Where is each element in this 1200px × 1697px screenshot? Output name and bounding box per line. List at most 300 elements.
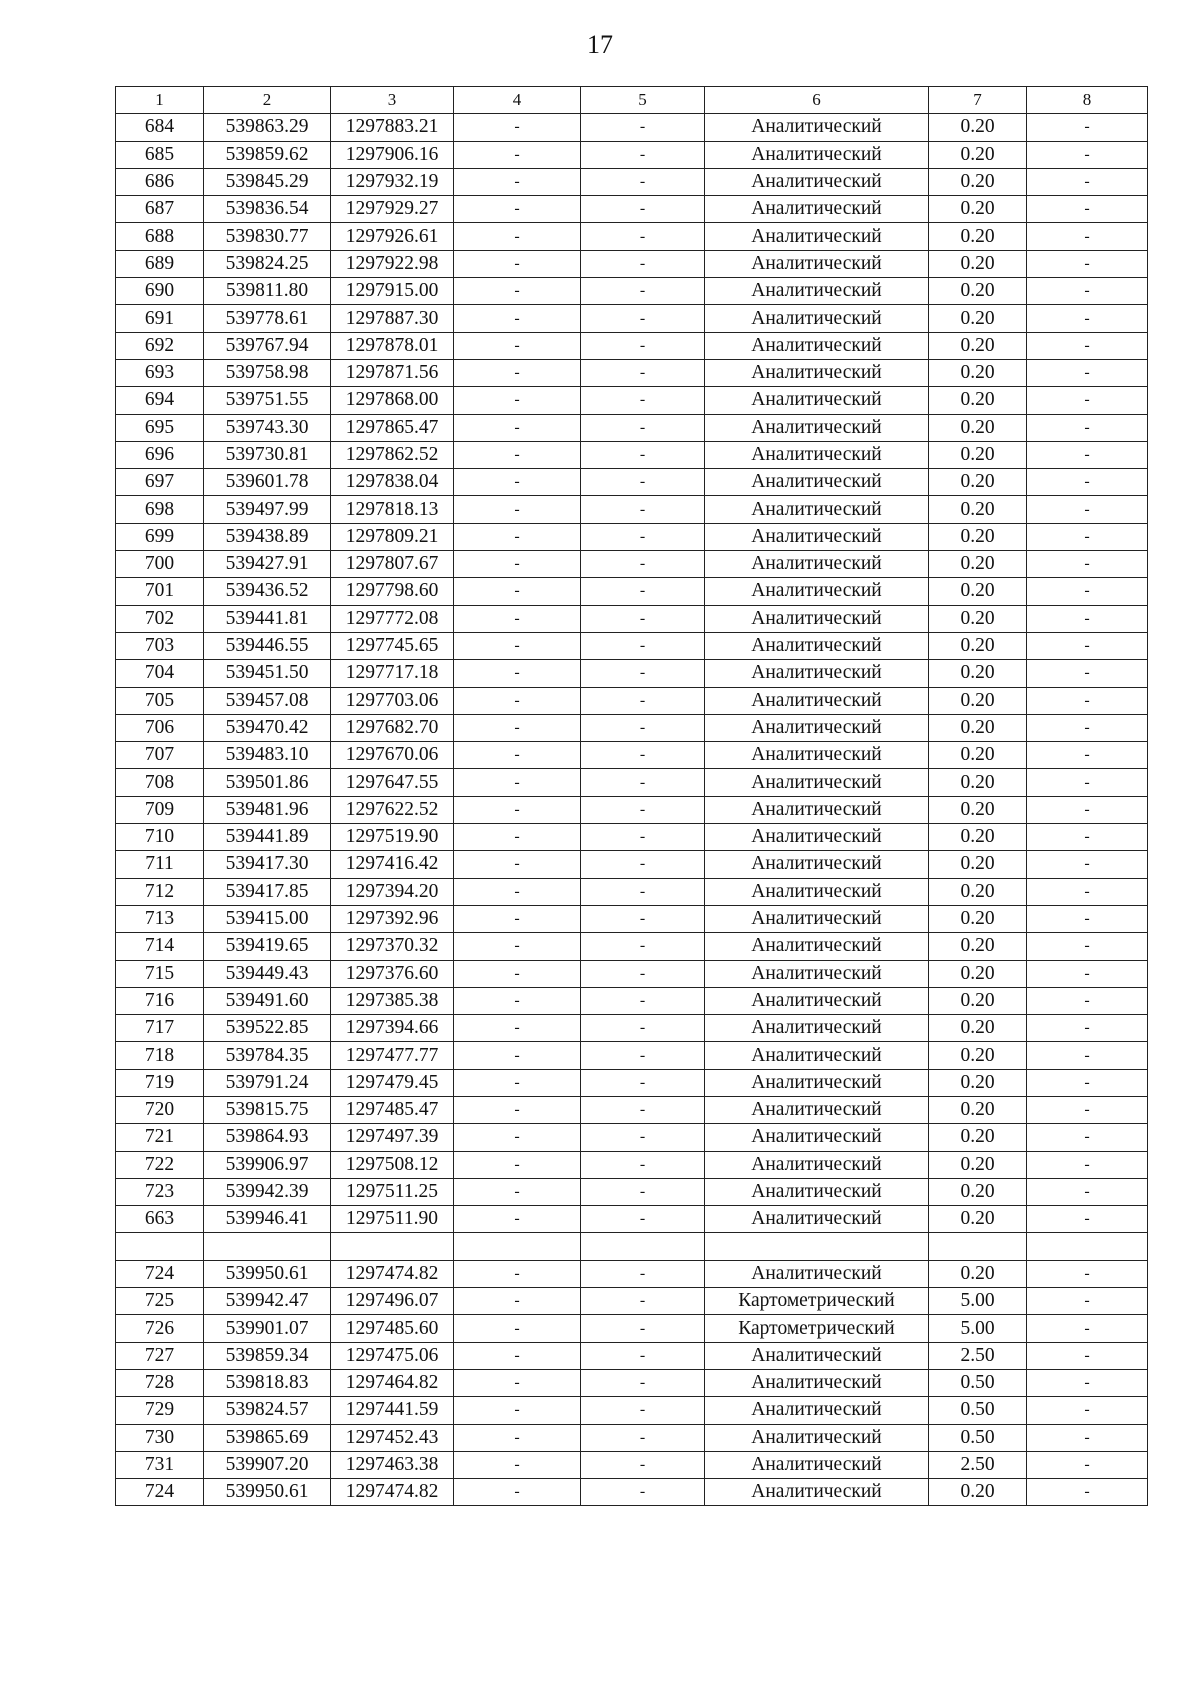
- header-cell-4: 4: [454, 87, 581, 114]
- cell-accuracy: 0.50: [929, 1369, 1027, 1396]
- cell-col-5: -: [581, 1069, 705, 1096]
- cell-col-4: -: [454, 496, 581, 523]
- table-row-empty: [116, 1233, 1148, 1260]
- cell-x-coordinate: 539901.07: [204, 1315, 331, 1342]
- cell-col-5: -: [581, 141, 705, 168]
- cell-col-8: -: [1027, 714, 1148, 741]
- cell-method: Аналитический: [705, 714, 929, 741]
- table-header-row: [116, 87, 1148, 114]
- cell-y-coordinate: 1297464.82: [331, 1369, 454, 1396]
- cell-method: Аналитический: [705, 987, 929, 1014]
- cell-col-8: -: [1027, 660, 1148, 687]
- cell-method: Аналитический: [705, 605, 929, 632]
- table-row: [116, 714, 1148, 741]
- cell-col-4: -: [454, 1451, 581, 1478]
- cell-col-5: -: [581, 714, 705, 741]
- cell-x-coordinate: 539811.80: [204, 278, 331, 305]
- cell-col-4: -: [454, 332, 581, 359]
- cell-method: Аналитический: [705, 1069, 929, 1096]
- cell-col-4: -: [454, 960, 581, 987]
- table-row: [116, 469, 1148, 496]
- table-row: [116, 660, 1148, 687]
- table-row: [116, 1096, 1148, 1123]
- cell-col-8: -: [1027, 141, 1148, 168]
- table-row: [116, 168, 1148, 195]
- cell-col-5: -: [581, 1451, 705, 1478]
- cell-point-number: 694: [116, 387, 204, 414]
- cell-method: Аналитический: [705, 1124, 929, 1151]
- cell-col-8: -: [1027, 1260, 1148, 1287]
- cell-col-5: -: [581, 769, 705, 796]
- cell-method: Аналитический: [705, 824, 929, 851]
- cell-col-5: -: [581, 168, 705, 195]
- cell-y-coordinate: 1297772.08: [331, 605, 454, 632]
- cell-method: Аналитический: [705, 1369, 929, 1396]
- cell-x-coordinate: 539830.77: [204, 223, 331, 250]
- cell-point-number: 708: [116, 769, 204, 796]
- cell-y-coordinate: 1297385.38: [331, 987, 454, 1014]
- cell-col-8: -: [1027, 1397, 1148, 1424]
- cell-method: Аналитический: [705, 196, 929, 223]
- cell-method: Картометрический: [705, 1315, 929, 1342]
- cell-method: Аналитический: [705, 141, 929, 168]
- cell-method: Аналитический: [705, 1015, 929, 1042]
- cell-col-4: -: [454, 905, 581, 932]
- cell-col-8: -: [1027, 987, 1148, 1014]
- cell-col-4: -: [454, 578, 581, 605]
- cell-method: Аналитический: [705, 523, 929, 550]
- cell-point-number: 717: [116, 1015, 204, 1042]
- cell-col-4: -: [454, 742, 581, 769]
- cell-col-4: -: [454, 114, 581, 141]
- cell-accuracy: 0.20: [929, 1151, 1027, 1178]
- table-row: [116, 1260, 1148, 1287]
- table-row: [116, 1397, 1148, 1424]
- cell-y-coordinate: 1297394.20: [331, 878, 454, 905]
- cell-point-number: 702: [116, 605, 204, 632]
- cell-point-number: 691: [116, 305, 204, 332]
- cell-x-coordinate: [204, 1233, 331, 1260]
- cell-method: Аналитический: [705, 1451, 929, 1478]
- cell-x-coordinate: 539470.42: [204, 714, 331, 741]
- cell-point-number: 715: [116, 960, 204, 987]
- cell-accuracy: 0.20: [929, 496, 1027, 523]
- cell-col-5: -: [581, 632, 705, 659]
- cell-accuracy: 0.20: [929, 960, 1027, 987]
- cell-col-4: -: [454, 223, 581, 250]
- cell-col-8: -: [1027, 551, 1148, 578]
- cell-col-8: -: [1027, 168, 1148, 195]
- cell-method: Аналитический: [705, 414, 929, 441]
- cell-col-8: -: [1027, 1342, 1148, 1369]
- cell-col-5: -: [581, 1206, 705, 1233]
- cell-col-5: -: [581, 878, 705, 905]
- cell-col-5: -: [581, 196, 705, 223]
- table-row: [116, 851, 1148, 878]
- cell-col-4: -: [454, 1206, 581, 1233]
- cell-x-coordinate: 539427.91: [204, 551, 331, 578]
- cell-method: Аналитический: [705, 332, 929, 359]
- cell-method: Аналитический: [705, 387, 929, 414]
- cell-x-coordinate: 539950.61: [204, 1479, 331, 1506]
- cell-col-5: -: [581, 1042, 705, 1069]
- cell-method: Аналитический: [705, 851, 929, 878]
- table-row: [116, 1015, 1148, 1042]
- cell-point-number: 716: [116, 987, 204, 1014]
- cell-col-5: [581, 1233, 705, 1260]
- cell-point-number: [116, 1233, 204, 1260]
- cell-accuracy: 0.20: [929, 632, 1027, 659]
- cell-point-number: 700: [116, 551, 204, 578]
- cell-x-coordinate: 539491.60: [204, 987, 331, 1014]
- cell-accuracy: 0.20: [929, 332, 1027, 359]
- cell-accuracy: 0.20: [929, 168, 1027, 195]
- cell-accuracy: 0.50: [929, 1424, 1027, 1451]
- cell-method: Аналитический: [705, 359, 929, 386]
- table-row: [116, 632, 1148, 659]
- cell-col-5: -: [581, 1124, 705, 1151]
- cell-y-coordinate: 1297463.38: [331, 1451, 454, 1478]
- cell-point-number: 685: [116, 141, 204, 168]
- cell-point-number: 695: [116, 414, 204, 441]
- cell-col-5: -: [581, 796, 705, 823]
- cell-col-4: -: [454, 1369, 581, 1396]
- cell-col-4: -: [454, 141, 581, 168]
- cell-y-coordinate: 1297862.52: [331, 441, 454, 468]
- cell-x-coordinate: 539417.85: [204, 878, 331, 905]
- table-row: [116, 223, 1148, 250]
- table-row: [116, 1315, 1148, 1342]
- cell-method: Аналитический: [705, 305, 929, 332]
- table-row: [116, 1178, 1148, 1205]
- cell-point-number: 697: [116, 469, 204, 496]
- coordinates-table: [115, 86, 1148, 1506]
- cell-y-coordinate: 1297906.16: [331, 141, 454, 168]
- cell-col-4: -: [454, 1479, 581, 1506]
- header-cell-5: 5: [581, 87, 705, 114]
- header-cell-6: 6: [705, 87, 929, 114]
- cell-col-8: -: [1027, 905, 1148, 932]
- cell-accuracy: 0.20: [929, 469, 1027, 496]
- table-row: [116, 332, 1148, 359]
- cell-y-coordinate: 1297392.96: [331, 905, 454, 932]
- header-cell-2: 2: [204, 87, 331, 114]
- cell-col-8: -: [1027, 960, 1148, 987]
- cell-accuracy: 0.20: [929, 1178, 1027, 1205]
- cell-x-coordinate: 539864.93: [204, 1124, 331, 1151]
- cell-method: Аналитический: [705, 1260, 929, 1287]
- cell-point-number: 690: [116, 278, 204, 305]
- cell-y-coordinate: 1297883.21: [331, 114, 454, 141]
- cell-y-coordinate: 1297717.18: [331, 660, 454, 687]
- cell-col-4: -: [454, 605, 581, 632]
- table-row: [116, 687, 1148, 714]
- cell-col-5: -: [581, 1479, 705, 1506]
- cell-method: Аналитический: [705, 905, 929, 932]
- cell-y-coordinate: 1297926.61: [331, 223, 454, 250]
- cell-point-number: 720: [116, 1096, 204, 1123]
- cell-accuracy: 0.20: [929, 1479, 1027, 1506]
- cell-col-8: -: [1027, 414, 1148, 441]
- table-row: [116, 305, 1148, 332]
- cell-x-coordinate: 539942.39: [204, 1178, 331, 1205]
- cell-y-coordinate: 1297441.59: [331, 1397, 454, 1424]
- cell-col-4: -: [454, 1288, 581, 1315]
- cell-col-8: -: [1027, 769, 1148, 796]
- table-row: [116, 578, 1148, 605]
- cell-x-coordinate: 539818.83: [204, 1369, 331, 1396]
- cell-col-8: -: [1027, 1206, 1148, 1233]
- cell-point-number: 696: [116, 441, 204, 468]
- cell-accuracy: 0.20: [929, 987, 1027, 1014]
- cell-col-8: -: [1027, 933, 1148, 960]
- cell-y-coordinate: 1297915.00: [331, 278, 454, 305]
- cell-col-5: -: [581, 305, 705, 332]
- cell-col-4: -: [454, 1397, 581, 1424]
- cell-col-8: -: [1027, 1178, 1148, 1205]
- cell-col-8: -: [1027, 1369, 1148, 1396]
- cell-accuracy: 0.20: [929, 1015, 1027, 1042]
- cell-accuracy: 0.20: [929, 714, 1027, 741]
- cell-col-8: -: [1027, 223, 1148, 250]
- cell-accuracy: 0.20: [929, 551, 1027, 578]
- cell-x-coordinate: 539451.50: [204, 660, 331, 687]
- cell-y-coordinate: 1297370.32: [331, 933, 454, 960]
- table-row: [116, 933, 1148, 960]
- cell-col-5: -: [581, 278, 705, 305]
- cell-y-coordinate: 1297452.43: [331, 1424, 454, 1451]
- cell-point-number: 707: [116, 742, 204, 769]
- cell-method: Аналитический: [705, 878, 929, 905]
- cell-col-5: -: [581, 1178, 705, 1205]
- cell-col-5: -: [581, 1342, 705, 1369]
- cell-x-coordinate: 539483.10: [204, 742, 331, 769]
- cell-col-8: -: [1027, 1479, 1148, 1506]
- cell-accuracy: 0.20: [929, 359, 1027, 386]
- cell-accuracy: 0.20: [929, 387, 1027, 414]
- cell-accuracy: 0.20: [929, 878, 1027, 905]
- cell-method: Аналитический: [705, 250, 929, 277]
- cell-x-coordinate: 539907.20: [204, 1451, 331, 1478]
- cell-col-4: -: [454, 687, 581, 714]
- cell-method: Аналитический: [705, 1206, 929, 1233]
- cell-method: Аналитический: [705, 578, 929, 605]
- cell-y-coordinate: 1297670.06: [331, 742, 454, 769]
- cell-point-number: 704: [116, 660, 204, 687]
- cell-col-8: -: [1027, 278, 1148, 305]
- table-row: [116, 1206, 1148, 1233]
- cell-y-coordinate: 1297511.25: [331, 1178, 454, 1205]
- table-row: [116, 523, 1148, 550]
- cell-col-5: -: [581, 1424, 705, 1451]
- cell-x-coordinate: 539497.99: [204, 496, 331, 523]
- cell-method: Аналитический: [705, 1178, 929, 1205]
- cell-y-coordinate: 1297508.12: [331, 1151, 454, 1178]
- cell-col-8: -: [1027, 1096, 1148, 1123]
- cell-x-coordinate: 539601.78: [204, 469, 331, 496]
- cell-method: Аналитический: [705, 1479, 929, 1506]
- cell-method: Аналитический: [705, 496, 929, 523]
- cell-col-5: -: [581, 1260, 705, 1287]
- table-row: [116, 387, 1148, 414]
- cell-y-coordinate: 1297474.82: [331, 1260, 454, 1287]
- cell-col-4: -: [454, 714, 581, 741]
- cell-method: Аналитический: [705, 660, 929, 687]
- cell-point-number: 710: [116, 824, 204, 851]
- cell-accuracy: 0.20: [929, 1206, 1027, 1233]
- cell-x-coordinate: 539946.41: [204, 1206, 331, 1233]
- cell-col-5: -: [581, 605, 705, 632]
- cell-col-5: -: [581, 332, 705, 359]
- cell-col-5: -: [581, 223, 705, 250]
- table-row: [116, 414, 1148, 441]
- cell-accuracy: 0.20: [929, 742, 1027, 769]
- cell-col-8: -: [1027, 387, 1148, 414]
- cell-col-4: -: [454, 1424, 581, 1451]
- cell-method: Аналитический: [705, 1096, 929, 1123]
- cell-col-5: -: [581, 359, 705, 386]
- cell-x-coordinate: 539824.57: [204, 1397, 331, 1424]
- cell-col-4: -: [454, 660, 581, 687]
- cell-col-4: -: [454, 796, 581, 823]
- cell-col-4: -: [454, 1096, 581, 1123]
- cell-method: Аналитический: [705, 469, 929, 496]
- cell-col-5: -: [581, 1397, 705, 1424]
- cell-method: Аналитический: [705, 632, 929, 659]
- cell-method: Аналитический: [705, 796, 929, 823]
- table-row: [116, 1342, 1148, 1369]
- cell-point-number: 727: [116, 1342, 204, 1369]
- cell-col-4: -: [454, 359, 581, 386]
- table-row: [116, 250, 1148, 277]
- cell-x-coordinate: 539824.25: [204, 250, 331, 277]
- cell-col-4: -: [454, 250, 581, 277]
- cell-method: Аналитический: [705, 687, 929, 714]
- coordinates-table-body: [116, 87, 1148, 1506]
- table-row: [116, 960, 1148, 987]
- cell-point-number: 711: [116, 851, 204, 878]
- table-row: [116, 196, 1148, 223]
- cell-y-coordinate: 1297809.21: [331, 523, 454, 550]
- table-row: [116, 878, 1148, 905]
- table-row: [116, 1124, 1148, 1151]
- cell-col-5: -: [581, 1015, 705, 1042]
- cell-method: Аналитический: [705, 1042, 929, 1069]
- cell-col-8: -: [1027, 1151, 1148, 1178]
- cell-col-8: -: [1027, 605, 1148, 632]
- cell-accuracy: 0.20: [929, 223, 1027, 250]
- cell-x-coordinate: 539743.30: [204, 414, 331, 441]
- cell-x-coordinate: 539863.29: [204, 114, 331, 141]
- cell-point-number: 693: [116, 359, 204, 386]
- cell-x-coordinate: 539845.29: [204, 168, 331, 195]
- cell-point-number: 723: [116, 1178, 204, 1205]
- cell-col-5: -: [581, 824, 705, 851]
- cell-col-8: -: [1027, 496, 1148, 523]
- cell-y-coordinate: 1297745.65: [331, 632, 454, 659]
- cell-point-number: 701: [116, 578, 204, 605]
- cell-y-coordinate: 1297887.30: [331, 305, 454, 332]
- cell-col-8: -: [1027, 1069, 1148, 1096]
- table-row: [116, 605, 1148, 632]
- cell-col-5: -: [581, 660, 705, 687]
- cell-x-coordinate: 539457.08: [204, 687, 331, 714]
- cell-y-coordinate: 1297519.90: [331, 824, 454, 851]
- cell-col-4: -: [454, 878, 581, 905]
- coordinates-table-wrapper: [115, 86, 1139, 1506]
- cell-col-8: -: [1027, 469, 1148, 496]
- cell-y-coordinate: 1297647.55: [331, 769, 454, 796]
- table-row: [116, 359, 1148, 386]
- table-row: [116, 1424, 1148, 1451]
- cell-col-5: -: [581, 496, 705, 523]
- cell-x-coordinate: 539767.94: [204, 332, 331, 359]
- cell-y-coordinate: 1297807.67: [331, 551, 454, 578]
- cell-method: Аналитический: [705, 933, 929, 960]
- cell-y-coordinate: 1297485.47: [331, 1096, 454, 1123]
- cell-col-5: -: [581, 987, 705, 1014]
- table-row: [116, 1288, 1148, 1315]
- cell-point-number: 689: [116, 250, 204, 277]
- cell-point-number: 699: [116, 523, 204, 550]
- cell-point-number: 703: [116, 632, 204, 659]
- cell-y-coordinate: 1297932.19: [331, 168, 454, 195]
- cell-col-8: -: [1027, 305, 1148, 332]
- cell-y-coordinate: 1297479.45: [331, 1069, 454, 1096]
- cell-point-number: 713: [116, 905, 204, 932]
- cell-col-4: -: [454, 1124, 581, 1151]
- cell-col-8: -: [1027, 878, 1148, 905]
- cell-point-number: 705: [116, 687, 204, 714]
- cell-accuracy: 0.20: [929, 414, 1027, 441]
- cell-method: Аналитический: [705, 168, 929, 195]
- cell-y-coordinate: 1297818.13: [331, 496, 454, 523]
- cell-x-coordinate: 539791.24: [204, 1069, 331, 1096]
- cell-col-4: -: [454, 933, 581, 960]
- cell-col-5: -: [581, 1315, 705, 1342]
- cell-y-coordinate: 1297838.04: [331, 469, 454, 496]
- cell-accuracy: 0.20: [929, 605, 1027, 632]
- cell-col-5: -: [581, 905, 705, 932]
- cell-col-8: -: [1027, 1315, 1148, 1342]
- cell-accuracy: 0.20: [929, 687, 1027, 714]
- cell-point-number: 728: [116, 1369, 204, 1396]
- table-row: [116, 1042, 1148, 1069]
- cell-x-coordinate: 539449.43: [204, 960, 331, 987]
- cell-method: Аналитический: [705, 742, 929, 769]
- cell-col-4: -: [454, 551, 581, 578]
- cell-col-8: -: [1027, 359, 1148, 386]
- cell-col-8: -: [1027, 1288, 1148, 1315]
- cell-method: Аналитический: [705, 278, 929, 305]
- cell-col-5: -: [581, 414, 705, 441]
- cell-x-coordinate: 539859.34: [204, 1342, 331, 1369]
- cell-col-4: -: [454, 824, 581, 851]
- table-row: [116, 1151, 1148, 1178]
- cell-accuracy: 0.20: [929, 905, 1027, 932]
- cell-col-4: -: [454, 414, 581, 441]
- cell-col-4: -: [454, 1342, 581, 1369]
- cell-accuracy: 0.20: [929, 196, 1027, 223]
- cell-col-8: -: [1027, 1042, 1148, 1069]
- cell-method: Аналитический: [705, 551, 929, 578]
- cell-method: Аналитический: [705, 1424, 929, 1451]
- table-row: [116, 441, 1148, 468]
- cell-point-number: 724: [116, 1479, 204, 1506]
- cell-col-8: -: [1027, 578, 1148, 605]
- cell-y-coordinate: 1297475.06: [331, 1342, 454, 1369]
- table-row: [116, 1479, 1148, 1506]
